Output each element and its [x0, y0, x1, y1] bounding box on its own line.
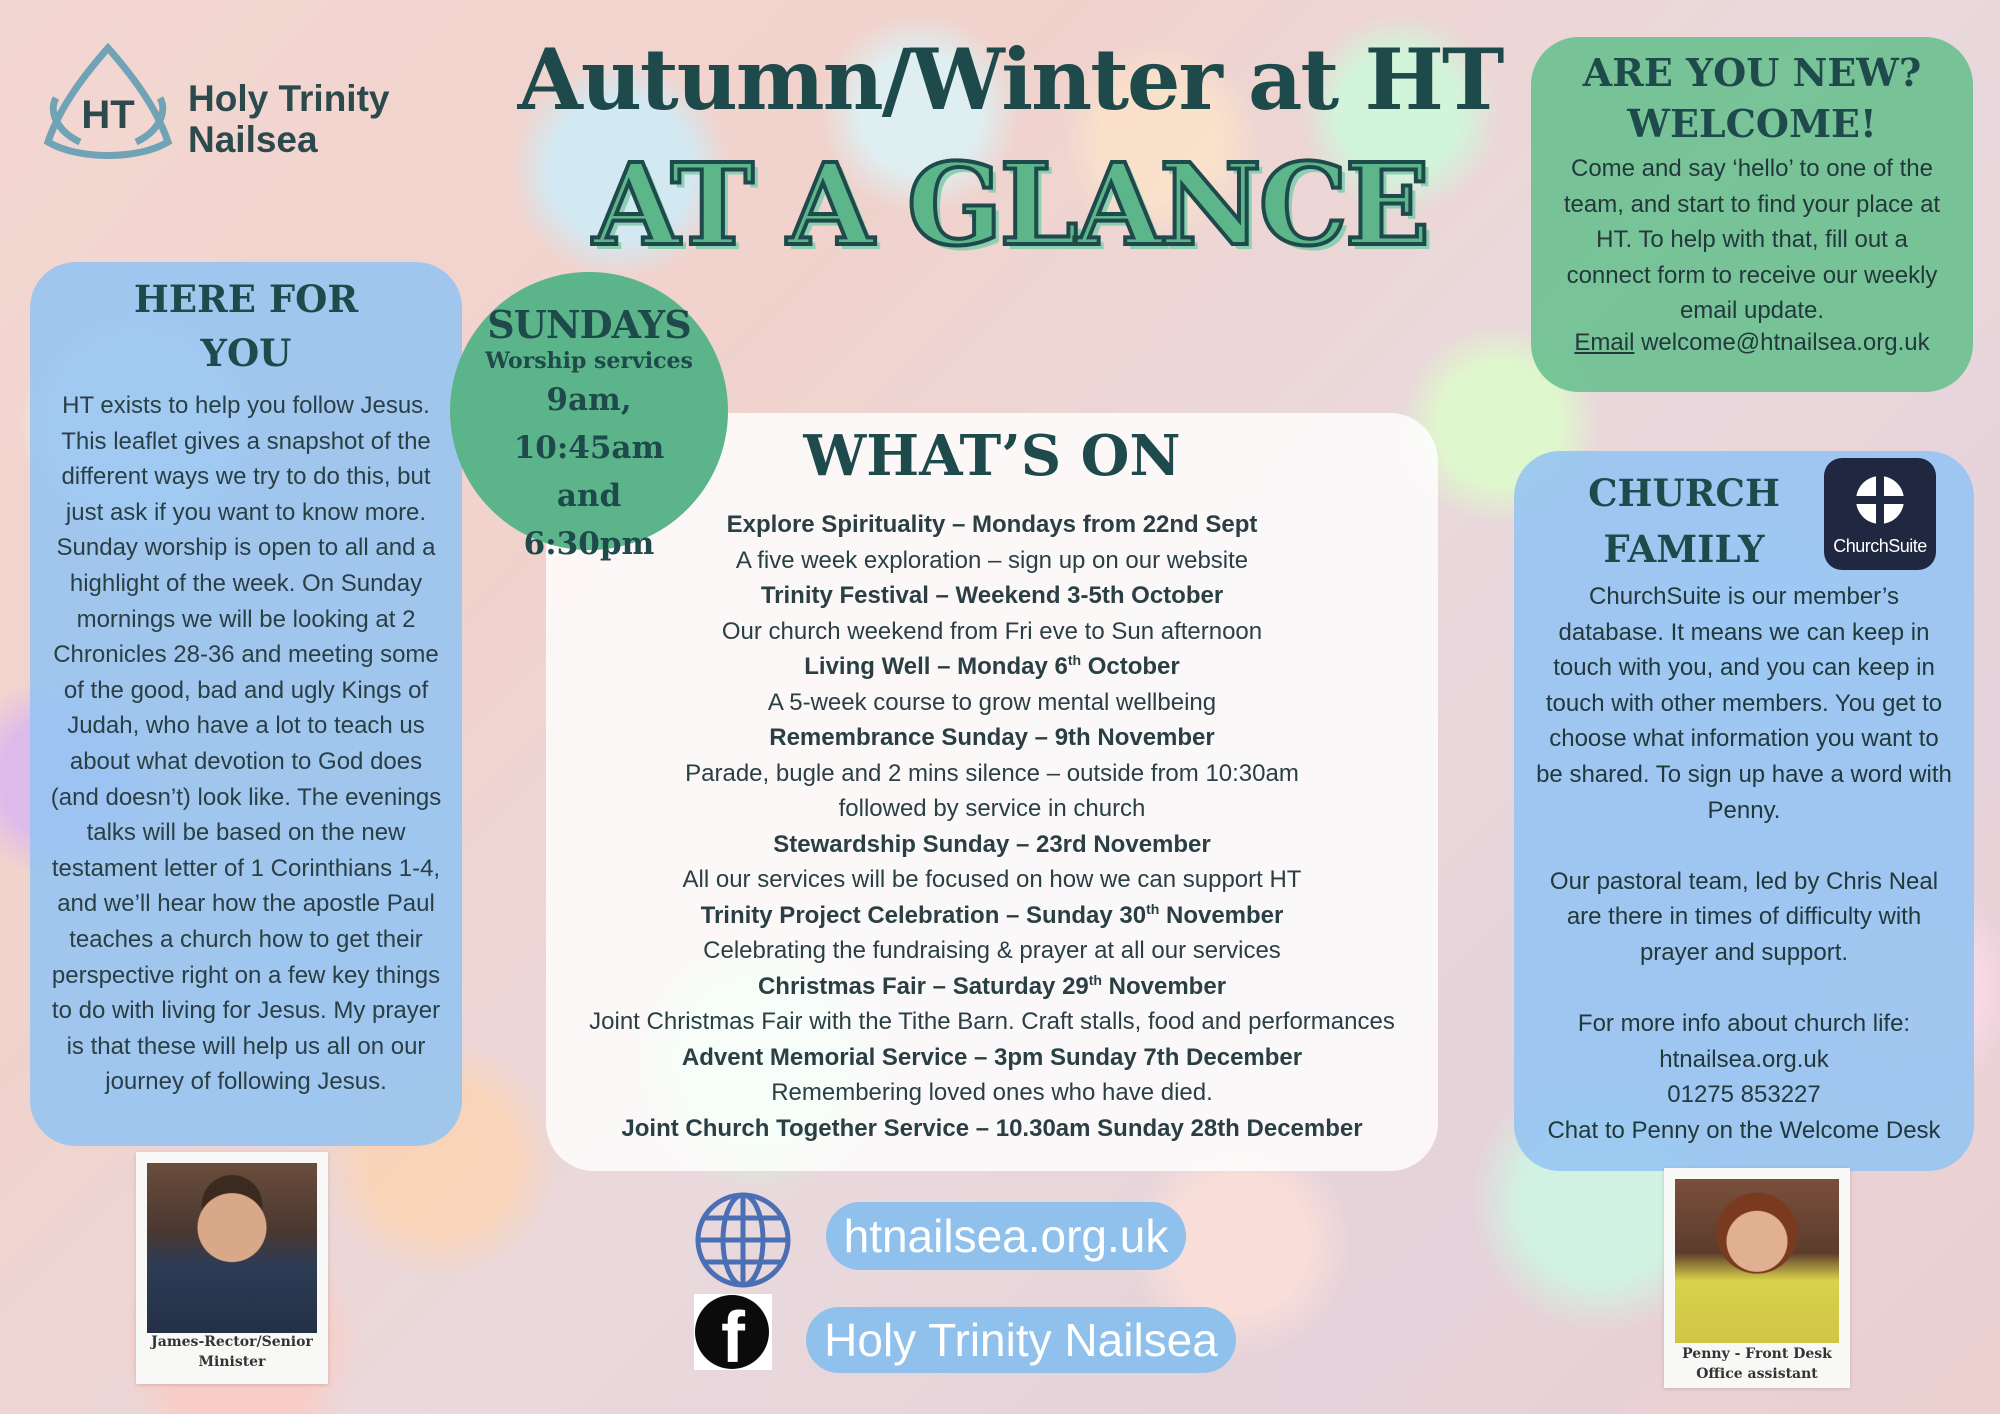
- family-line: Penny.: [1707, 796, 1781, 824]
- event-desc: All our services will be focused on how we can support HT: [682, 866, 1302, 893]
- new-line: email update.: [1679, 297, 1825, 325]
- here-line: teaches a church how to get their: [69, 925, 423, 953]
- james-photo-card: [136, 1152, 328, 1384]
- new-title-line1: ARE YOU NEW?: [1582, 50, 1922, 95]
- event-title: Explore Spirituality – Mondays from 22nd Sept: [726, 511, 1258, 538]
- family-website[interactable]: htnailsea.org.uk: [1659, 1045, 1829, 1073]
- james-caption: [136, 1332, 328, 1372]
- here-line: perspective right on a few key things: [51, 961, 441, 989]
- here-line: This leaflet gives a snapshot of the: [61, 427, 431, 455]
- page-title: Autumn/Winter at HT: [517, 30, 1503, 129]
- churchsuite-icon: [1854, 470, 1906, 530]
- facebook-link[interactable]: Holy Trinity Nailsea: [806, 1307, 1236, 1373]
- here-line: highlight of the week. On Sunday: [69, 569, 423, 597]
- event-title: Trinity Festival – Weekend 3-5th October: [760, 582, 1224, 609]
- here-line: just ask if you want to know more.: [65, 498, 427, 526]
- facebook-glyph: f: [721, 1298, 745, 1378]
- churchsuite-logo-text: ChurchSuite: [1833, 536, 1927, 556]
- page-subtitle: AT A GLANCE: [592, 140, 1428, 271]
- events-list: [546, 507, 1438, 1146]
- here-line: and we’ll hear how the apostle Paul: [57, 890, 435, 918]
- logo-name-line1: Holy Trinity: [188, 78, 390, 119]
- event-desc: Joint Christmas Fair with the Tithe Barn. Craft stalls, food and performances: [589, 1008, 1395, 1035]
- here-line: to do with living for Jesus. My prayer: [51, 997, 441, 1025]
- james-photo: [147, 1163, 317, 1333]
- family-line: touch with other members. You get to: [1545, 689, 1943, 717]
- here-line: Chronicles 28-36 and meeting some: [53, 641, 439, 669]
- here-line: journey of following Jesus.: [105, 1068, 387, 1096]
- here-line: Judah, who have a lot to teach us: [67, 712, 425, 740]
- event-desc: A five week exploration – sign up on our website: [735, 546, 1249, 574]
- here-line: about what devotion to God does: [69, 747, 423, 775]
- facebook-icon: [694, 1294, 772, 1378]
- family-line: database. It means we can keep in: [1558, 618, 1930, 646]
- new-line: HT. To help with that, fill out a: [1596, 226, 1908, 254]
- are-you-new-text: [1545, 151, 1959, 329]
- here-title-line1: HERE FOR: [133, 277, 359, 321]
- event-title: Living Well – Monday 6th October: [804, 652, 1180, 680]
- family-title-line2: FAMILY: [1603, 527, 1765, 571]
- event-title: Remembrance Sunday – 9th November: [769, 724, 1215, 751]
- here-line: mornings we will be looking at 2: [76, 605, 416, 633]
- family-line: touch with you, and you can keep in: [1553, 654, 1935, 682]
- email-address[interactable]: welcome@htnailsea.org.uk: [1634, 329, 1930, 356]
- event-title: Joint Church Together Service – 10.30am Sunday 28th December: [621, 1114, 1363, 1142]
- new-line: team, and start to find your place at: [1563, 190, 1941, 218]
- family-line: choose what information you want to: [1549, 725, 1939, 753]
- caption-line: Office assistant: [1696, 1366, 1818, 1382]
- here-for-you-title: [30, 272, 462, 380]
- sundays-heading: SUNDAYS: [487, 302, 691, 347]
- family-title-line1: CHURCH: [1588, 471, 1780, 515]
- service-times: [490, 376, 688, 568]
- family-line: For more info about church life:: [1577, 1010, 1911, 1038]
- event-desc: Parade, bugle and 2 mins silence – outside from 10:30am: [685, 759, 1299, 787]
- caption-line: James-Rector/Senior: [151, 1334, 313, 1350]
- trinity-knot-icon: [38, 42, 178, 172]
- family-line: ChurchSuite is our member’s: [1589, 583, 1899, 610]
- whats-on-title: WHAT’S ON: [803, 423, 1181, 489]
- holy-trinity-logo: [38, 42, 398, 172]
- caption-line: Penny - Front Desk: [1682, 1346, 1832, 1362]
- here-title-line2: YOU: [200, 331, 292, 375]
- family-line: Our pastoral team, led by Chris Neal: [1549, 867, 1939, 895]
- are-you-new-panel: [1531, 37, 1973, 392]
- family-phone[interactable]: 01275 853227: [1667, 1081, 1821, 1109]
- church-family-text: [1520, 579, 1968, 1149]
- globe-icon: [693, 1190, 793, 1290]
- here-line: of the good, bad and ugly Kings of: [63, 676, 429, 704]
- church-family-title: [1544, 465, 1824, 577]
- event-desc: followed by service in church: [838, 795, 1146, 822]
- service-time: and 6:30pm: [523, 478, 655, 562]
- event-desc: A 5-week course to grow mental wellbeing: [767, 688, 1217, 716]
- new-line: Come and say ‘hello’ to one of the: [1570, 155, 1933, 182]
- service-time: 9am,: [546, 382, 632, 418]
- new-title-line2: WELCOME!: [1627, 101, 1877, 146]
- event-desc: Our church weekend from Fri eve to Sun afternoon: [721, 617, 1263, 645]
- sundays-subheading: Worship services: [485, 348, 693, 374]
- here-line: different ways we try to do this, but: [61, 463, 431, 491]
- here-line: HT exists to help you follow Jesus.: [62, 392, 430, 419]
- church-family-panel: [1514, 451, 1974, 1171]
- here-for-you-text: [32, 388, 460, 1100]
- new-line: connect form to receive our weekly: [1566, 261, 1938, 289]
- logo-name-line2: Nailsea: [188, 119, 318, 160]
- welcome-email[interactable]: [1531, 329, 1973, 357]
- here-line: Sunday worship is open to all and a: [56, 534, 436, 562]
- caption-line: Minister: [198, 1354, 266, 1370]
- event-title: Trinity Project Celebration – Sunday 30th November: [700, 900, 1284, 929]
- family-line: Chat to Penny on the Welcome Desk: [1547, 1116, 1941, 1144]
- here-line: (and doesn’t) look like. The evenings: [50, 783, 442, 811]
- here-for-you-panel: [30, 262, 462, 1146]
- website-link[interactable]: htnailsea.org.uk: [826, 1202, 1186, 1270]
- family-line: prayer and support.: [1639, 938, 1849, 966]
- family-line: be shared. To sign up have a word with: [1536, 760, 1952, 788]
- event-desc: Remembering loved ones who have died.: [771, 1079, 1213, 1106]
- event-title: Christmas Fair – Saturday 29th November: [757, 971, 1227, 1000]
- here-line: talks will be based on the new: [86, 819, 406, 847]
- event-desc: Celebrating the fundraising & prayer at all our services: [703, 937, 1281, 964]
- event-title: Stewardship Sunday – 23rd November: [773, 830, 1211, 858]
- penny-photo-card: [1664, 1168, 1850, 1388]
- churchsuite-logo: [1824, 458, 1936, 570]
- service-time: 10:45am: [513, 430, 665, 466]
- email-label[interactable]: Email: [1574, 329, 1635, 356]
- sundays-badge: [450, 272, 728, 562]
- family-line: are there in times of difficulty with: [1566, 903, 1922, 931]
- here-line: testament letter of 1 Corinthians 1-4,: [51, 854, 441, 882]
- penny-photo: [1675, 1179, 1839, 1343]
- are-you-new-title: [1531, 47, 1973, 149]
- here-line: is that these will help us all on our: [66, 1032, 426, 1060]
- svg-text:HT: HT: [81, 93, 135, 137]
- event-title: Advent Memorial Service – 3pm Sunday 7th December: [681, 1043, 1303, 1071]
- penny-caption: [1664, 1344, 1850, 1384]
